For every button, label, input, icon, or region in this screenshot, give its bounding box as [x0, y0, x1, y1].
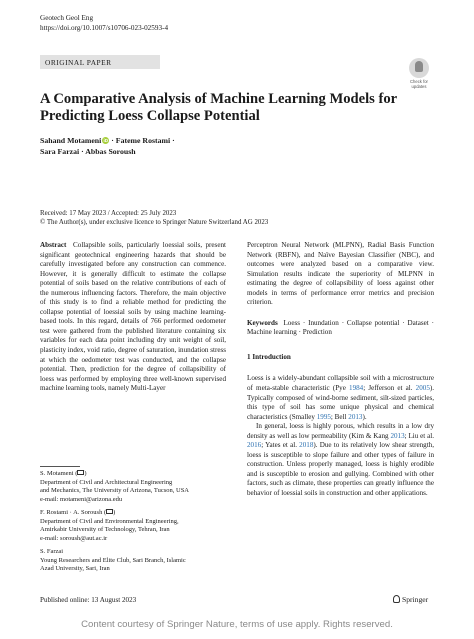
- email-icon: [77, 470, 84, 475]
- keywords-heading: Keywords: [247, 318, 278, 327]
- author-motameni[interactable]: Sahand Motameni: [40, 136, 102, 145]
- author-rostami[interactable]: · Fateme Rostami ·: [109, 136, 175, 145]
- abstract-text: Collapsible soils, particularly loessial soils, present significant geotechnical engineering hazards that should be carefully investigated before any construction can commence. However, it is generally difficult to estimate the collapse potential of soils based on the relative contributions of each of the numerous influencing factors. Therefore, the main objective of this study is to find a reliable method for predicting the collapse potential of loessial soils by using machine learning-based tools. In this regard, details of 766 performed oedometer test were gathered from the published literature containing six variables for each data point including dry unit weight of soil, plasticity index, void ratio, degree of saturation, inundation stress at which the oedometer test was conducted, and the collapse potential. Then, prediction for the degree of collapsibility of loess was performed by employing three well-known supervised machine learning tools, namely Multi-Layer: [40, 241, 226, 393]
- abstract-left-column: [40, 241, 226, 394]
- author-list: [40, 136, 340, 157]
- email-link[interactable]: e-mail: soroush@aut.ac.ir: [40, 534, 108, 542]
- publisher-logo: Springer: [393, 595, 428, 604]
- affiliation-2: F. Rostami · A. Soroush ( ) Department of Civil and Environmental Engineering, Amirkabir University of Technology, Tehran, Iran e-mail: soroush@aut.ac.ir: [40, 509, 179, 542]
- orcid-icon[interactable]: iD: [103, 138, 109, 143]
- published-online: Published online: 13 August 2023: [40, 596, 137, 604]
- journal-name: Geotech Geol Eng: [40, 14, 94, 22]
- bookmark-icon: [409, 58, 429, 78]
- correspondence-block: [40, 470, 230, 579]
- abstract-heading: Abstract: [40, 241, 67, 249]
- citation-link[interactable]: 2005: [415, 384, 430, 393]
- affiliation-1: S. Motameni ( ) Department of Civil and Architectural Engineering and Mechanics, The University of Arizona, Tucson, USA e-mail: motameni@arizona.edu: [40, 470, 190, 503]
- citation-link[interactable]: 1984: [349, 384, 364, 393]
- citation-link[interactable]: 2013: [348, 412, 363, 421]
- right-column: [247, 241, 434, 499]
- citation-link[interactable]: 2018: [299, 441, 314, 450]
- abstract-continued: Perceptron Neural Network (MLPNN), Radial Basis Function Network (RBFN), and Naïve Bayesian Classifier (NBC), and outcomes were analyzed based on a comparative view. Simulation results indicate the superiority of MLPNN in estimating the degree of collapsibility of loess against other models in terms of performance error metrics and precision criterion.: [247, 241, 434, 307]
- section-heading-introduction: 1 Introduction: [247, 352, 291, 361]
- received-accepted: Received: 17 May 2023 / Accepted: 25 July 2023: [40, 210, 177, 217]
- article-type-badge: ORIGINAL PAPER: [40, 55, 160, 69]
- springer-horse-icon: [393, 595, 400, 603]
- check-for-updates-label: Check for updates: [410, 79, 428, 89]
- intro-paragraph-2: In general, loess is highly porous, which results in a low dry density as well as low permeability (Kim & Kang 2013; Liu et al. 2016; Yates et al. 2018). Due to its relatively low shear strength, loess is susceptible to slope failure and other types of failure in construction. Unless properly managed, loess is highly erodible and is susceptible to erosion and gullying. Combined with other factors, such as climate, these properties can greatly influence the behavior of loessial soils in construction and other applications.: [247, 422, 434, 498]
- keywords-text: Loess · Inundation · Collapse potential · Dataset · Machine learning · Prediction: [247, 318, 434, 337]
- courtesy-footer: Content courtesy of Springer Nature, terms of use apply. Rights reserved.: [81, 619, 393, 630]
- email-link[interactable]: e-mail: motameni@arizona.edu: [40, 495, 123, 503]
- intro-paragraph-1: Loess is a widely-abundant collapsible soil with a microstructure of meta-stable characteristic (Pye 1984; Jefferson et al. 2005). Typically composed of wind-borne sediment, silt-sized particles, this type of soil has some unique physical and chemical characteristics (Smalley 1995; Bell 2013).: [247, 374, 434, 421]
- keywords: [247, 319, 434, 338]
- email-icon: [106, 509, 113, 514]
- journal-header: [40, 13, 168, 33]
- copyright-notice: © The Author(s), under exclusive licence to Springer Nature Switzerland AG 2023: [40, 219, 269, 227]
- citation-link[interactable]: 2013: [390, 431, 405, 440]
- doi-link[interactable]: https://doi.org/10.1007/s10706-023-02593-4: [40, 24, 169, 32]
- article-dates: [40, 209, 440, 228]
- article-title: A Comparative Analysis of Machine Learning Models for Predicting Loess Collapse Potential: [40, 91, 397, 124]
- affiliation-3: S. Farzai Young Researchers and Elite Club, Sari Branch, Islamic Azad University, Sari, Iran: [40, 548, 186, 572]
- footnote-divider: [40, 466, 80, 467]
- author-farzai-soroush[interactable]: Sara Farzai · Abbas Soroush: [40, 146, 136, 156]
- check-for-updates-button[interactable]: [404, 58, 434, 89]
- citation-link[interactable]: 2016: [247, 441, 262, 450]
- citation-link[interactable]: 1995: [316, 412, 331, 421]
